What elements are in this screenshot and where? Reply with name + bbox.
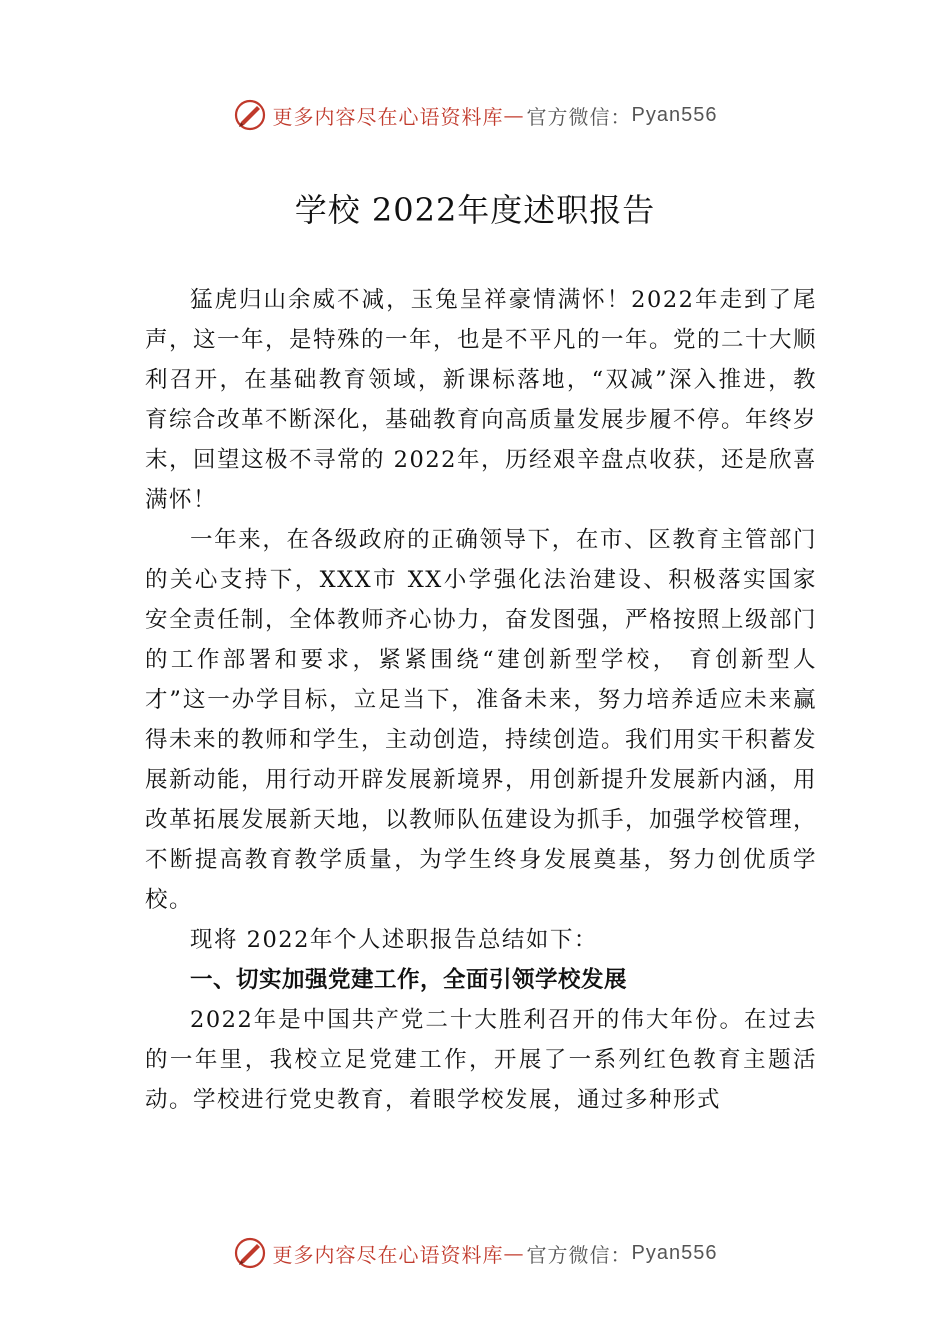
paragraph-section-1: 2022年是中国共产党二十大胜利召开的伟大年份。在过去的一年里，我校立足党建工作，开展了一系列红色教育主题活动。学校进行党史教育，着眼学校发展，通过多种形式 — [145, 1007, 817, 1113]
watermark-wechat-id: Pyan556 — [631, 1241, 718, 1264]
header-watermark — [0, 95, 950, 135]
paragraph-overview: 一年来，在各级政府的正确领导下，在市、区教育主管部门的关心支持下，XXX市 XX小学强化法治建设、积极落实国家安全责任制，全体教师齐心协力，奋发图强，严格按照上级部门的工作部署和要求，紧紧围绕“建创新型学校， 育创新型人才”这一办学目标，立足当下，准备未来，努力培养适应未来赢得未来的教师和学生，主动创造，持续创造。我们用实干积蓄发展新动能，用行动开辟发展新境界，用创新提升发展新内涵，用改革拓展发展新天地，以教师队伍建设为抓手，加强学校管理，不断提高教育教学质量，为学生终身发展奠基，努力创优质学校。 — [145, 527, 818, 913]
pen-seal-logo-icon — [233, 98, 267, 132]
watermark-wechat-id: Pyan556 — [631, 103, 718, 126]
document-body — [145, 280, 817, 1120]
section-heading: 一、切实加强党建工作，全面引领学校发展 — [190, 967, 628, 993]
watermark-text: 更多内容尽在心语资料库 — [272, 1242, 504, 1267]
watermark-official-label: 官方微信： — [526, 104, 632, 129]
watermark-official-label: 官方微信： — [526, 1242, 632, 1267]
document-title: 学校 2022年度述职报告 — [294, 191, 656, 229]
watermark-text: 更多内容尽在心语资料库 — [272, 104, 504, 129]
watermark-dash: — — [503, 103, 525, 127]
watermark-dash: — — [503, 1241, 525, 1265]
paragraph-summary-lead: 现将 2022年个人述职报告总结如下： — [190, 927, 598, 953]
footer-watermark — [0, 1233, 950, 1273]
paragraph-intro: 猛虎归山余威不减，玉兔呈祥豪情满怀！2022年走到了尾声，这一年，是特殊的一年，也是不平凡的一年。党的二十大顺利召开，在基础教育领域，新课标落地，“双减”深入推进，教育综合改革不断深化，基础教育向高质量发展步履不停。年终岁末，回望这极不寻常的 2022年，历经艰辛盘点收获，还是欣喜满怀！ — [145, 287, 818, 513]
pen-seal-logo-icon — [233, 1236, 267, 1270]
